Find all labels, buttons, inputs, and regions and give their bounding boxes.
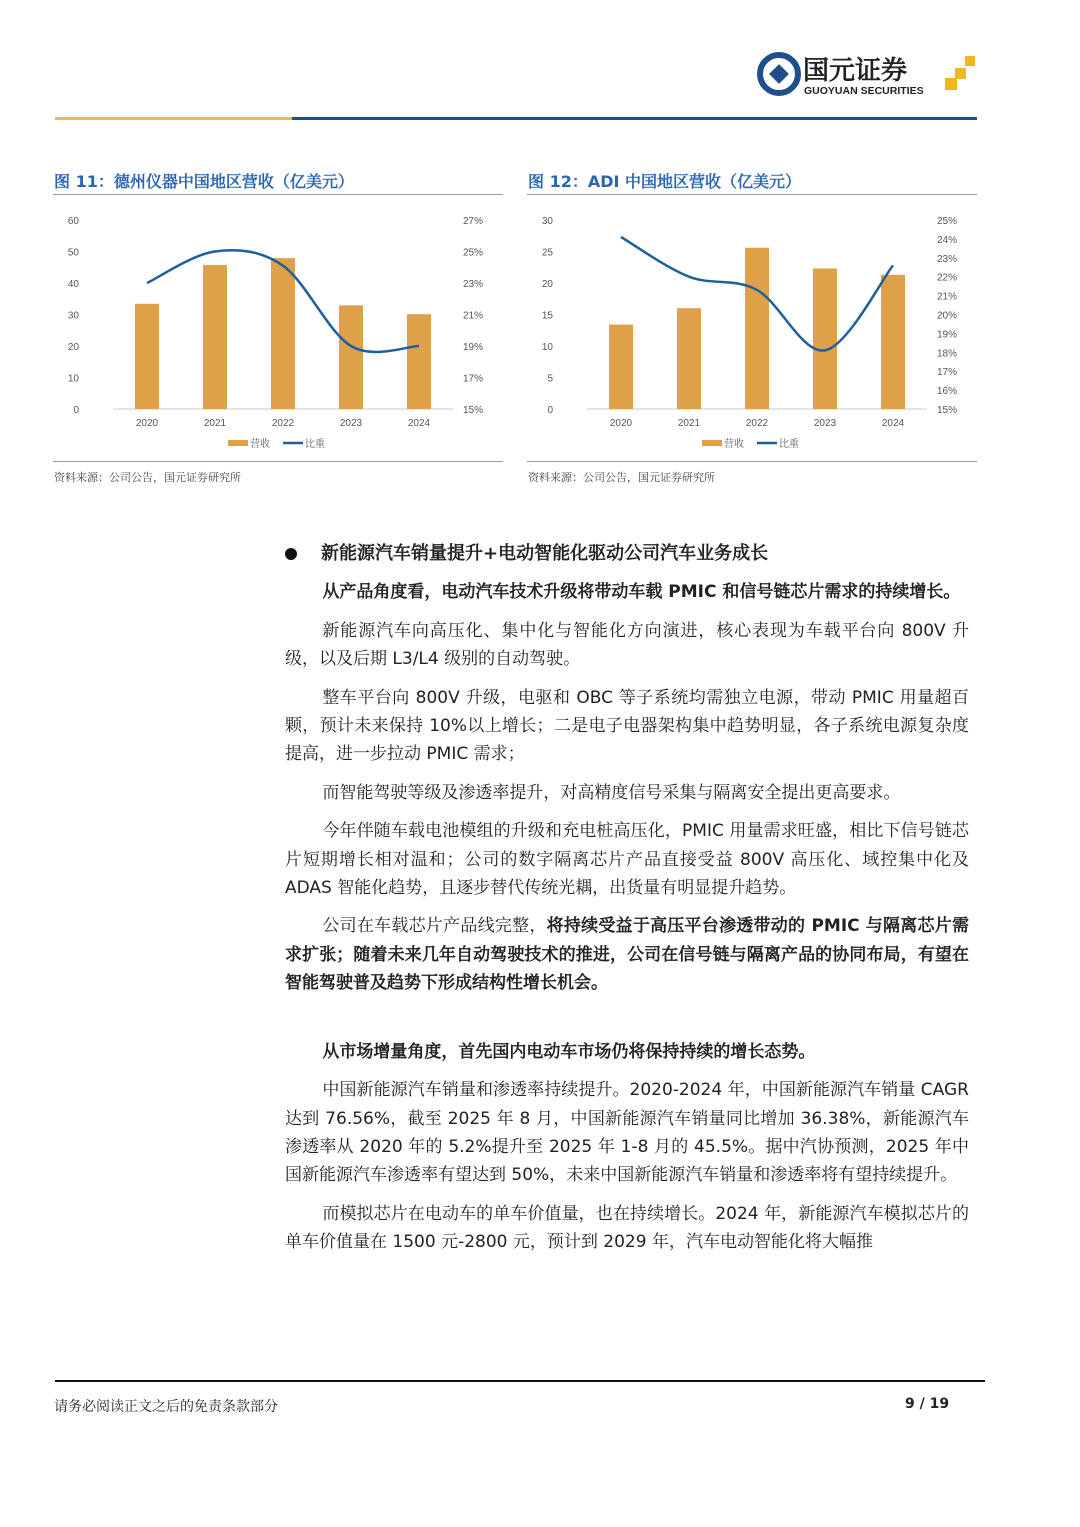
- figure-11-source: 资料来源：公司公告，国元证券研究所: [54, 471, 241, 484]
- y-tick-label: 10: [541, 342, 553, 353]
- x-tick-label: 2021: [677, 418, 701, 429]
- y2-tick-label: 27%: [463, 216, 484, 227]
- legend-label: 营收: [724, 439, 744, 450]
- y2-tick-label: 15%: [937, 405, 958, 416]
- y2-tick-label: 25%: [937, 216, 958, 227]
- y-tick-label: 30: [67, 310, 79, 322]
- y2-tick-label: 24%: [937, 234, 958, 246]
- figure-12-source: 资料来源：公司公告，国元证券研究所: [528, 471, 715, 484]
- x-tick-label: 2020: [609, 418, 633, 429]
- y-tick-label: 0: [547, 405, 553, 416]
- figure-12-title: 图 12：ADI 中国地区营收（亿美元）: [528, 172, 802, 191]
- y2-tick-label: 21%: [463, 310, 484, 322]
- legend-label: 营收: [250, 439, 270, 450]
- x-tick-label: 2022: [271, 418, 295, 429]
- paragraph: 公司在车载芯片产品线完整，将持续受益于高压平台渗透带动的 PMIC 与隔离芯片需求扩张；随着未来几年自动驾驶技术的推进，公司在信号链与隔离产品的协同布局，有望在智能驾驶普及趋势下形成结构性增长机会。: [285, 916, 970, 994]
- bar: [339, 305, 363, 409]
- x-tick-label: 2020: [135, 418, 159, 429]
- y-tick-label: 25: [541, 247, 553, 259]
- y2-tick-label: 18%: [937, 348, 958, 360]
- y-tick-label: 40: [67, 279, 79, 290]
- y2-tick-label: 17%: [937, 367, 958, 379]
- y2-tick-label: 23%: [463, 279, 484, 290]
- x-tick-label: 2022: [745, 418, 769, 429]
- y-tick-label: 0: [73, 405, 79, 416]
- section-heading: 新能源汽车销量提升+电动智能化驱动公司汽车业务成长: [285, 540, 969, 568]
- svg-text:GUOYUAN SECURITIES: GUOYUAN SECURITIES: [804, 85, 924, 97]
- paragraph: 从市场增量角度，首先国内电动车市场仍将保持持续的增长态势。: [322, 1041, 816, 1062]
- svg-text:国元证券: 国元证券: [803, 55, 908, 85]
- x-tick-label: 2021: [203, 418, 227, 429]
- figure-11-title: 图 11：德州仪器中国地区营收（亿美元）: [54, 172, 354, 191]
- paragraph: 从产品角度看，电动汽车技术升级将带动车载 PMIC 和信号链芯片需求的持续增长。: [322, 582, 961, 603]
- body-text: [285, 540, 969, 1267]
- paragraph: 今年伴随车载电池模组的升级和充电桩高压化，PMIC 用量需求旺盛，相比下信号链芯片短期增长相对温和；公司的数字隔离芯片产品直接受益 800V 高压化、域控集中化及 ADAS 智能化趋势，且逐步替代传统光耦，出货量有明显提升趋势。: [285, 821, 969, 899]
- bullet-icon: [285, 548, 297, 560]
- footer-divider: [55, 1380, 985, 1382]
- bar: [677, 308, 701, 409]
- company-logo: [757, 52, 982, 98]
- bar: [203, 265, 227, 409]
- legend-label: 比重: [305, 439, 325, 450]
- y-tick-label: 20: [67, 342, 79, 353]
- x-tick-label: 2023: [339, 418, 363, 429]
- bar: [813, 269, 837, 409]
- bar: [609, 325, 633, 409]
- footer-disclaimer: 请务必阅读正文之后的免责条款部分: [54, 1399, 278, 1415]
- page-number: 9 / 19: [905, 1396, 950, 1412]
- y2-tick-label: 20%: [937, 310, 958, 322]
- x-tick-label: 2024: [407, 418, 431, 429]
- y2-tick-label: 25%: [463, 247, 484, 259]
- y-tick-label: 50: [67, 247, 79, 259]
- figure-11-chart: [53, 194, 503, 462]
- x-tick-label: 2023: [813, 418, 837, 429]
- bar: [745, 248, 769, 409]
- bar: [271, 258, 295, 409]
- legend-bar-swatch: [702, 440, 722, 446]
- figure-12-chart: [527, 194, 977, 462]
- y2-tick-label: 19%: [937, 329, 958, 341]
- y2-tick-label: 22%: [937, 272, 958, 284]
- x-tick-label: 2024: [881, 418, 905, 429]
- y-tick-label: 60: [67, 216, 79, 227]
- y2-tick-label: 17%: [463, 373, 484, 385]
- y2-tick-label: 23%: [937, 253, 958, 265]
- paragraph: 中国新能源汽车销量和渗透率持续提升。2020-2024 年，中国新能源汽车销量 CAGR 达到 76.56%，截至 2025 年 8 月，中国新能源汽车销量同比增加 36.38%，新能源汽车渗透率从 2020 年的 5.2%提升至 2025 年 1-8 月的 45.5%。据中汽协预测，2025 年中国新能源汽车渗透率有望达到 50%，未来中国新能源汽车销量和渗透率将有望持续提升。: [285, 1080, 969, 1186]
- paragraph: 整车平台向 800V 升级，电驱和 OBC 等子系统均需独立电源，带动 PMIC 用量超百颗，预计未来保持 10%以上增长；二是电子电器架构集中趋势明显，各子系统电源复杂度提高，进一步拉动 PMIC 需求；: [285, 687, 969, 765]
- paragraph: 新能源汽车向高压化、集中化与智能化方向演进，核心表现为车载平台向 800V 升级，以及后期 L3/L4 级别的自动驾驶。: [285, 620, 969, 670]
- bar: [135, 304, 159, 409]
- y-tick-label: 15: [541, 310, 553, 322]
- y-tick-label: 30: [541, 216, 553, 227]
- paragraph: 而模拟芯片在电动车的单车价值量，也在持续增长。2024 年，新能源汽车模拟芯片的单车价值量在 1500 元-2800 元，预计到 2029 年，汽车电动智能化将大幅推: [285, 1203, 969, 1253]
- legend-bar-swatch: [228, 440, 248, 446]
- paragraph: 而智能驾驶等级及渗透率提升，对高精度信号采集与隔离安全提出更高要求。: [322, 782, 901, 803]
- y2-tick-label: 15%: [463, 405, 484, 416]
- y2-tick-label: 21%: [937, 291, 958, 303]
- y2-tick-label: 16%: [937, 386, 958, 398]
- header-divider: [55, 117, 977, 120]
- legend-label: 比重: [779, 439, 799, 450]
- y-tick-label: 5: [547, 373, 553, 385]
- y-tick-label: 10: [67, 373, 79, 385]
- bar: [407, 314, 431, 409]
- y-tick-label: 20: [541, 279, 553, 290]
- y2-tick-label: 19%: [463, 342, 484, 353]
- bar: [881, 275, 905, 409]
